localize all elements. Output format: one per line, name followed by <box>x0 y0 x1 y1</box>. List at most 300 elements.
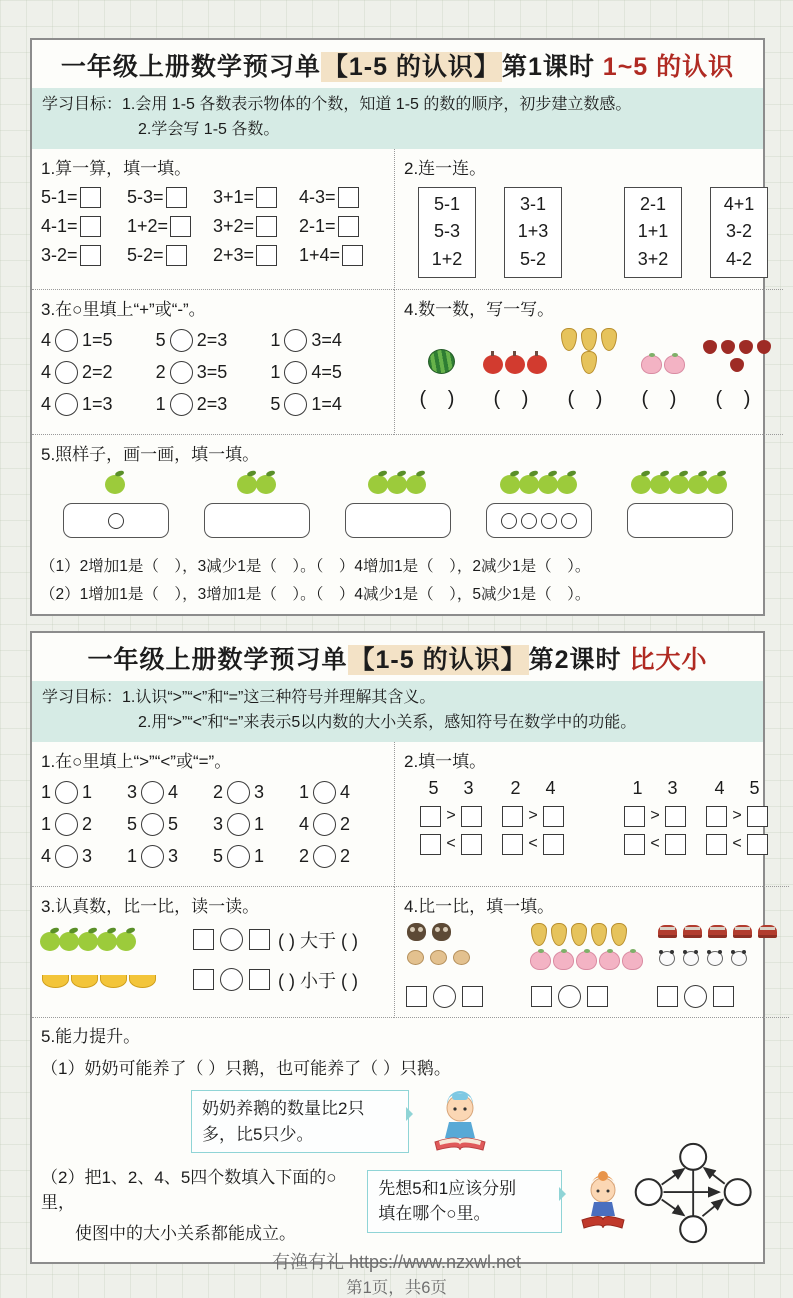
lt-line <box>614 834 696 855</box>
section-calculate <box>32 149 394 291</box>
number: 3 <box>82 845 93 866</box>
answer-box[interactable] <box>657 986 678 1007</box>
equation <box>41 187 127 208</box>
strawberry-icon <box>721 340 735 354</box>
number: 3 <box>168 845 179 866</box>
answer-box[interactable] <box>249 969 270 990</box>
number-pair <box>696 778 778 799</box>
worksheet2-title <box>32 633 763 681</box>
answer-box[interactable] <box>587 986 608 1007</box>
fill-sign-item <box>127 813 213 836</box>
number: 5 <box>428 777 439 798</box>
section-title: 5.能力提升。 <box>41 1026 141 1046</box>
compare-group <box>404 921 529 1008</box>
gt-sign: > <box>650 807 660 825</box>
apple-green-icon <box>688 475 708 494</box>
equation <box>299 187 385 208</box>
answer-box[interactable] <box>338 187 359 208</box>
pear-icon <box>531 923 547 946</box>
question-2 <box>41 1160 367 1247</box>
number: 3 <box>254 781 265 802</box>
hat-icon <box>758 925 777 938</box>
strawberry-icon <box>730 358 744 372</box>
answer-box[interactable] <box>706 806 727 827</box>
equation-row <box>41 187 385 208</box>
apple-groups <box>41 469 754 542</box>
fill-sign-item <box>41 329 156 352</box>
equation <box>213 187 299 208</box>
expression: 1+3 <box>517 221 549 242</box>
lt-sign: < <box>650 835 660 853</box>
hat-icon <box>708 925 727 938</box>
number: 5 <box>749 777 760 798</box>
number: 5 <box>155 330 166 351</box>
fill-sign-item <box>156 361 271 384</box>
number: 1 <box>299 781 310 802</box>
sign-circle[interactable] <box>170 393 193 416</box>
owl-icon <box>432 923 451 941</box>
read-label: ( ) 小于 ( ) <box>278 970 358 991</box>
sign-circle[interactable] <box>55 781 78 804</box>
answer-box[interactable] <box>193 969 214 990</box>
title-highlight: 【1-5 的认识】 <box>349 646 527 675</box>
equation <box>299 245 385 266</box>
gt-line <box>614 806 696 827</box>
sign-circle[interactable] <box>55 845 78 868</box>
number: 4 <box>41 845 52 866</box>
answer-box[interactable] <box>256 245 277 266</box>
sign-circle[interactable] <box>313 845 336 868</box>
answer-paren[interactable]: ( ) <box>567 388 611 411</box>
fill-group <box>696 778 778 855</box>
fruit-group <box>478 352 552 374</box>
number: 1 <box>270 330 281 351</box>
answer-paren[interactable]: ( ) <box>419 388 463 411</box>
sign-circle[interactable] <box>313 813 336 836</box>
sign-circle[interactable] <box>313 781 336 804</box>
fruit-group <box>626 353 700 374</box>
gt-line <box>492 806 574 827</box>
compare-row <box>41 845 385 868</box>
fill-sign-item <box>156 329 271 352</box>
peach-icon <box>576 951 597 970</box>
compare-row <box>41 393 385 416</box>
title-topic: 比大小 <box>629 646 708 675</box>
square-circle-square <box>404 985 523 1008</box>
answer-box[interactable] <box>462 986 483 1007</box>
answer-box[interactable] <box>80 187 101 208</box>
apple-group <box>186 471 327 538</box>
number: 4 <box>41 330 52 351</box>
banana-icon <box>100 975 127 988</box>
sign-circle[interactable] <box>55 329 78 352</box>
fill-sign-item <box>41 781 127 804</box>
fill-group <box>492 778 574 855</box>
answer-box[interactable] <box>461 834 482 855</box>
boy-reading-illustration <box>425 1086 495 1158</box>
draw-box[interactable] <box>63 503 169 538</box>
answer-box[interactable] <box>747 834 768 855</box>
equation-text: 4-3= <box>299 186 336 207</box>
apple-group <box>609 471 750 538</box>
sign-circle[interactable] <box>55 361 78 384</box>
answer-paren[interactable]: ( ) <box>641 388 685 411</box>
ring-icon <box>521 513 537 529</box>
ring-icon <box>561 513 577 529</box>
answer-box[interactable] <box>256 216 277 237</box>
gt-line <box>696 806 778 827</box>
number: 1 <box>82 781 93 802</box>
sign-circle[interactable] <box>170 329 193 352</box>
equation-row <box>41 245 385 266</box>
answer-box[interactable] <box>624 806 645 827</box>
compare-row <box>41 813 385 836</box>
lt-line <box>492 834 574 855</box>
number: 2=3 <box>196 394 228 415</box>
title-highlight: 【1-5 的认识】 <box>322 53 500 81</box>
learning-objectives <box>32 88 763 149</box>
question-2-line2: 使图中的大小关系都能成立。 <box>75 1223 296 1243</box>
answer-paren-row <box>404 388 774 411</box>
pear-icon <box>561 328 577 351</box>
number: 4 <box>41 394 52 415</box>
number-pair <box>492 778 574 799</box>
exercise-grid-top <box>32 742 763 1018</box>
pear-icon <box>581 351 597 374</box>
answer-box[interactable] <box>342 245 363 266</box>
answer-box[interactable] <box>461 806 482 827</box>
number: 3 <box>463 777 474 798</box>
page-footer <box>0 1248 793 1298</box>
sign-circle[interactable] <box>55 813 78 836</box>
gt-sign: > <box>446 807 456 825</box>
pear-icon <box>611 923 627 946</box>
equation <box>41 216 127 237</box>
fill-sign-item <box>270 329 385 352</box>
equation-text: 3+2= <box>213 215 255 236</box>
answer-paren[interactable]: ( ) <box>493 388 537 411</box>
answer-box[interactable] <box>193 929 214 950</box>
hat-icon <box>658 925 677 938</box>
learning-objectives <box>32 681 763 742</box>
fill-sign-item <box>156 393 271 416</box>
number: 2 <box>155 362 166 383</box>
fill-sign-item <box>299 845 385 868</box>
apple-green-icon <box>59 932 79 951</box>
section-draw-fill <box>32 435 763 551</box>
ring-icon <box>108 513 124 529</box>
fill-sign-item <box>213 781 299 804</box>
section-compare-signs <box>32 742 394 887</box>
number: 2=2 <box>82 362 113 383</box>
section-fill-boxes <box>394 742 789 887</box>
answer-box[interactable] <box>338 216 359 237</box>
answer-box[interactable] <box>713 986 734 1007</box>
equation-text: 5-1= <box>41 186 78 207</box>
sign-circle[interactable] <box>284 329 307 352</box>
equation-text: 1+4= <box>299 244 341 265</box>
sign-circle[interactable] <box>227 813 250 836</box>
connect-box[interactable] <box>624 187 682 279</box>
number: 1=3 <box>82 394 113 415</box>
number: 1 <box>41 813 52 834</box>
number: 4 <box>340 781 351 802</box>
section-title: 1.在○里填上“>”“<”或“=”。 <box>41 751 232 771</box>
hamster-icon <box>453 950 470 965</box>
panda-icon <box>707 951 723 966</box>
sign-circle[interactable] <box>558 985 581 1008</box>
number: 3=5 <box>196 362 228 383</box>
objective-line: 学习目标：1.会用 1-5 各数表示物体的个数，知道 1-5 的数的顺序，初步建立数感。 <box>42 96 632 113</box>
sign-circle[interactable] <box>141 845 164 868</box>
answer-box[interactable] <box>166 245 187 266</box>
apple-green-icon <box>368 475 388 494</box>
section-connect <box>394 149 783 291</box>
sign-circle[interactable] <box>227 845 250 868</box>
read-label: ( ) 大于 ( ) <box>278 930 358 951</box>
draw-box[interactable] <box>627 503 733 538</box>
fill-sign-item <box>41 813 127 836</box>
equation <box>213 216 299 237</box>
connect-box[interactable] <box>710 187 768 279</box>
answer-box[interactable] <box>543 834 564 855</box>
answer-box[interactable] <box>420 806 441 827</box>
objective-line: 学习目标：1.认识“>”“<”和“=”这三种符号并理解其含义。 <box>42 689 436 707</box>
hint-bubble-2 <box>367 1170 561 1233</box>
answer-box[interactable] <box>406 986 427 1007</box>
apple-green-icon <box>105 475 125 494</box>
sign-circle[interactable] <box>284 361 307 384</box>
expression: 4-2 <box>725 249 752 270</box>
expression: 3+2 <box>637 249 669 270</box>
fill-sign-item <box>213 845 299 868</box>
answer-box[interactable] <box>665 834 686 855</box>
worksheet1-title <box>32 40 763 88</box>
equation <box>127 245 213 266</box>
apple-green-icon <box>406 475 426 494</box>
lt-line <box>696 834 778 855</box>
number: 5 <box>213 845 224 866</box>
apple-red-icon <box>483 355 503 374</box>
number: 4 <box>168 781 179 802</box>
girl-reading-illustration <box>576 1166 630 1238</box>
answer-box[interactable] <box>531 986 552 1007</box>
apple-green-icon <box>557 475 577 494</box>
number: 3 <box>127 781 138 802</box>
expression: 1+1 <box>637 221 669 242</box>
answer-box[interactable] <box>80 245 101 266</box>
fill-sign-item <box>127 781 213 804</box>
sign-circle[interactable] <box>55 393 78 416</box>
expression: 5-1 <box>433 193 460 214</box>
connect-box[interactable] <box>504 187 562 279</box>
answer-box[interactable] <box>256 187 277 208</box>
lt-line <box>410 834 492 855</box>
fruit-group <box>552 328 626 374</box>
number: 1 <box>41 781 52 802</box>
gt-line <box>410 806 492 827</box>
apple-icons <box>186 471 327 499</box>
equation-text: 5-2= <box>127 244 164 265</box>
square-circle-square <box>529 985 648 1008</box>
sign-circle[interactable] <box>141 813 164 836</box>
fill-in-sentences <box>32 551 763 614</box>
fill-sentence: （2）1增加1是（ ），3增加1是（ ）。（ ）4减少1是（ ），5减少1是（ ）。 <box>40 586 591 604</box>
apple-green-icon <box>631 475 651 494</box>
section-title: 2.填一填。 <box>404 751 487 771</box>
peach-icon <box>599 951 620 970</box>
square-circle-square <box>191 928 272 951</box>
equation-text: 2+3= <box>213 244 255 265</box>
expression: 3-1 <box>519 193 546 214</box>
apple-green-icon <box>650 475 670 494</box>
panda-icons <box>655 949 780 973</box>
section-title: 4.数一数，写一写。 <box>404 300 555 320</box>
answer-box[interactable] <box>166 187 187 208</box>
connect-boxes <box>404 183 774 281</box>
number: 3 <box>667 777 678 798</box>
gt-sign: > <box>732 807 742 825</box>
compare-group <box>529 921 654 1008</box>
peach-icon <box>530 951 551 970</box>
answer-box[interactable] <box>249 929 270 950</box>
section-count-write <box>394 290 783 435</box>
sign-circle[interactable] <box>284 393 307 416</box>
fruit-group <box>700 338 774 374</box>
answer-box[interactable] <box>170 216 191 237</box>
hamster-icon <box>407 950 424 965</box>
fill-sign-item <box>270 361 385 384</box>
compare-groups <box>404 921 780 1008</box>
ring-icon <box>501 513 517 529</box>
section-title: 1.算一算，填一填。 <box>41 158 192 178</box>
number: 4=5 <box>311 362 342 383</box>
pear-icon <box>601 328 617 351</box>
fill-group <box>410 778 492 855</box>
answer-box[interactable] <box>80 216 101 237</box>
hint-line: 先想5和1应该分别 <box>378 1178 517 1198</box>
number: 1 <box>254 813 265 834</box>
peach-icon <box>641 355 662 374</box>
watermark-url: 有渔有礼 https://www.nzxwl.net <box>271 1251 522 1272</box>
hint-line: 填在哪个○里。 <box>378 1204 491 1224</box>
apple-red-icon <box>505 355 525 374</box>
read-row <box>41 967 385 993</box>
read-row <box>41 927 385 953</box>
connect-box[interactable] <box>418 187 476 279</box>
answer-box[interactable] <box>706 834 727 855</box>
title-topic: 1~5 的认识 <box>602 53 735 81</box>
panda-icon <box>659 951 675 966</box>
section-title: 4.比一比，填一填。 <box>404 896 555 916</box>
fill-sign-item <box>41 361 156 384</box>
answer-box[interactable] <box>624 834 645 855</box>
expression: 5-2 <box>519 249 546 270</box>
hat-icon <box>683 925 702 938</box>
fill-sign-item <box>213 813 299 836</box>
answer-box[interactable] <box>543 806 564 827</box>
sign-circle[interactable] <box>433 985 456 1008</box>
sign-circle[interactable] <box>684 985 707 1008</box>
fill-sign-item <box>270 393 385 416</box>
number: 2 <box>213 781 224 802</box>
pear-icon <box>571 923 587 946</box>
sign-circle[interactable] <box>220 928 243 951</box>
number: 2 <box>340 845 351 866</box>
title-prefix: 一年级上册数学预习单 <box>87 646 348 675</box>
answer-box[interactable] <box>420 834 441 855</box>
number: 5 <box>168 813 179 834</box>
owl-icon <box>407 923 426 941</box>
apple-icons <box>609 471 750 499</box>
draw-box[interactable] <box>345 503 451 538</box>
apple-group <box>468 471 609 538</box>
pear-icon <box>591 923 607 946</box>
sign-circle[interactable] <box>227 781 250 804</box>
hat-icons <box>655 923 780 947</box>
gt-sign: > <box>528 807 538 825</box>
apple-green-icon <box>500 475 520 494</box>
compare-row <box>41 329 385 352</box>
apple-red-icon <box>527 355 547 374</box>
sign-circle[interactable] <box>170 361 193 384</box>
number: 2 <box>340 813 351 834</box>
fill-sign-item <box>127 845 213 868</box>
sign-circle[interactable] <box>141 781 164 804</box>
number: 5 <box>270 394 281 415</box>
worksheet-page-1 <box>30 38 765 616</box>
number: 2=3 <box>196 330 228 351</box>
strawberry-icon <box>757 340 771 354</box>
fill-sign-item <box>41 393 156 416</box>
number: 3=4 <box>311 330 342 351</box>
section-title: 5.照样子，画一画，填一填。 <box>41 445 260 465</box>
sign-circle[interactable] <box>220 968 243 991</box>
answer-box[interactable] <box>747 806 768 827</box>
equation-text: 5-3= <box>127 186 164 207</box>
ring-icon <box>541 513 557 529</box>
banana-icon <box>71 975 98 988</box>
equation-text: 2-1= <box>299 215 336 236</box>
answer-box[interactable] <box>665 806 686 827</box>
hamster-icon <box>430 950 447 965</box>
pear-icon <box>581 328 597 351</box>
answer-box[interactable] <box>502 806 523 827</box>
draw-box[interactable] <box>486 503 592 538</box>
pear-icon <box>551 923 567 946</box>
fill-group <box>614 778 696 855</box>
question-2-row <box>41 1160 754 1252</box>
answer-box[interactable] <box>502 834 523 855</box>
circle-relation-diagram[interactable] <box>632 1134 754 1252</box>
section-title: 2.连一连。 <box>404 158 487 178</box>
apple-icons <box>468 471 609 499</box>
number: 1 <box>632 777 643 798</box>
equation-text: 3-2= <box>41 244 78 265</box>
draw-box[interactable] <box>204 503 310 538</box>
number: 5 <box>127 813 138 834</box>
answer-paren[interactable]: ( ) <box>715 388 759 411</box>
fruit-group <box>404 349 478 374</box>
fruit-icons <box>529 949 654 973</box>
compare-row <box>41 361 385 384</box>
compare-row <box>41 781 385 804</box>
strawberry-icon <box>739 340 753 354</box>
apple-green-icon <box>256 475 276 494</box>
expression: 5-3 <box>433 221 460 242</box>
apple-green-icon <box>707 475 727 494</box>
equation-text: 4-1= <box>41 215 78 236</box>
